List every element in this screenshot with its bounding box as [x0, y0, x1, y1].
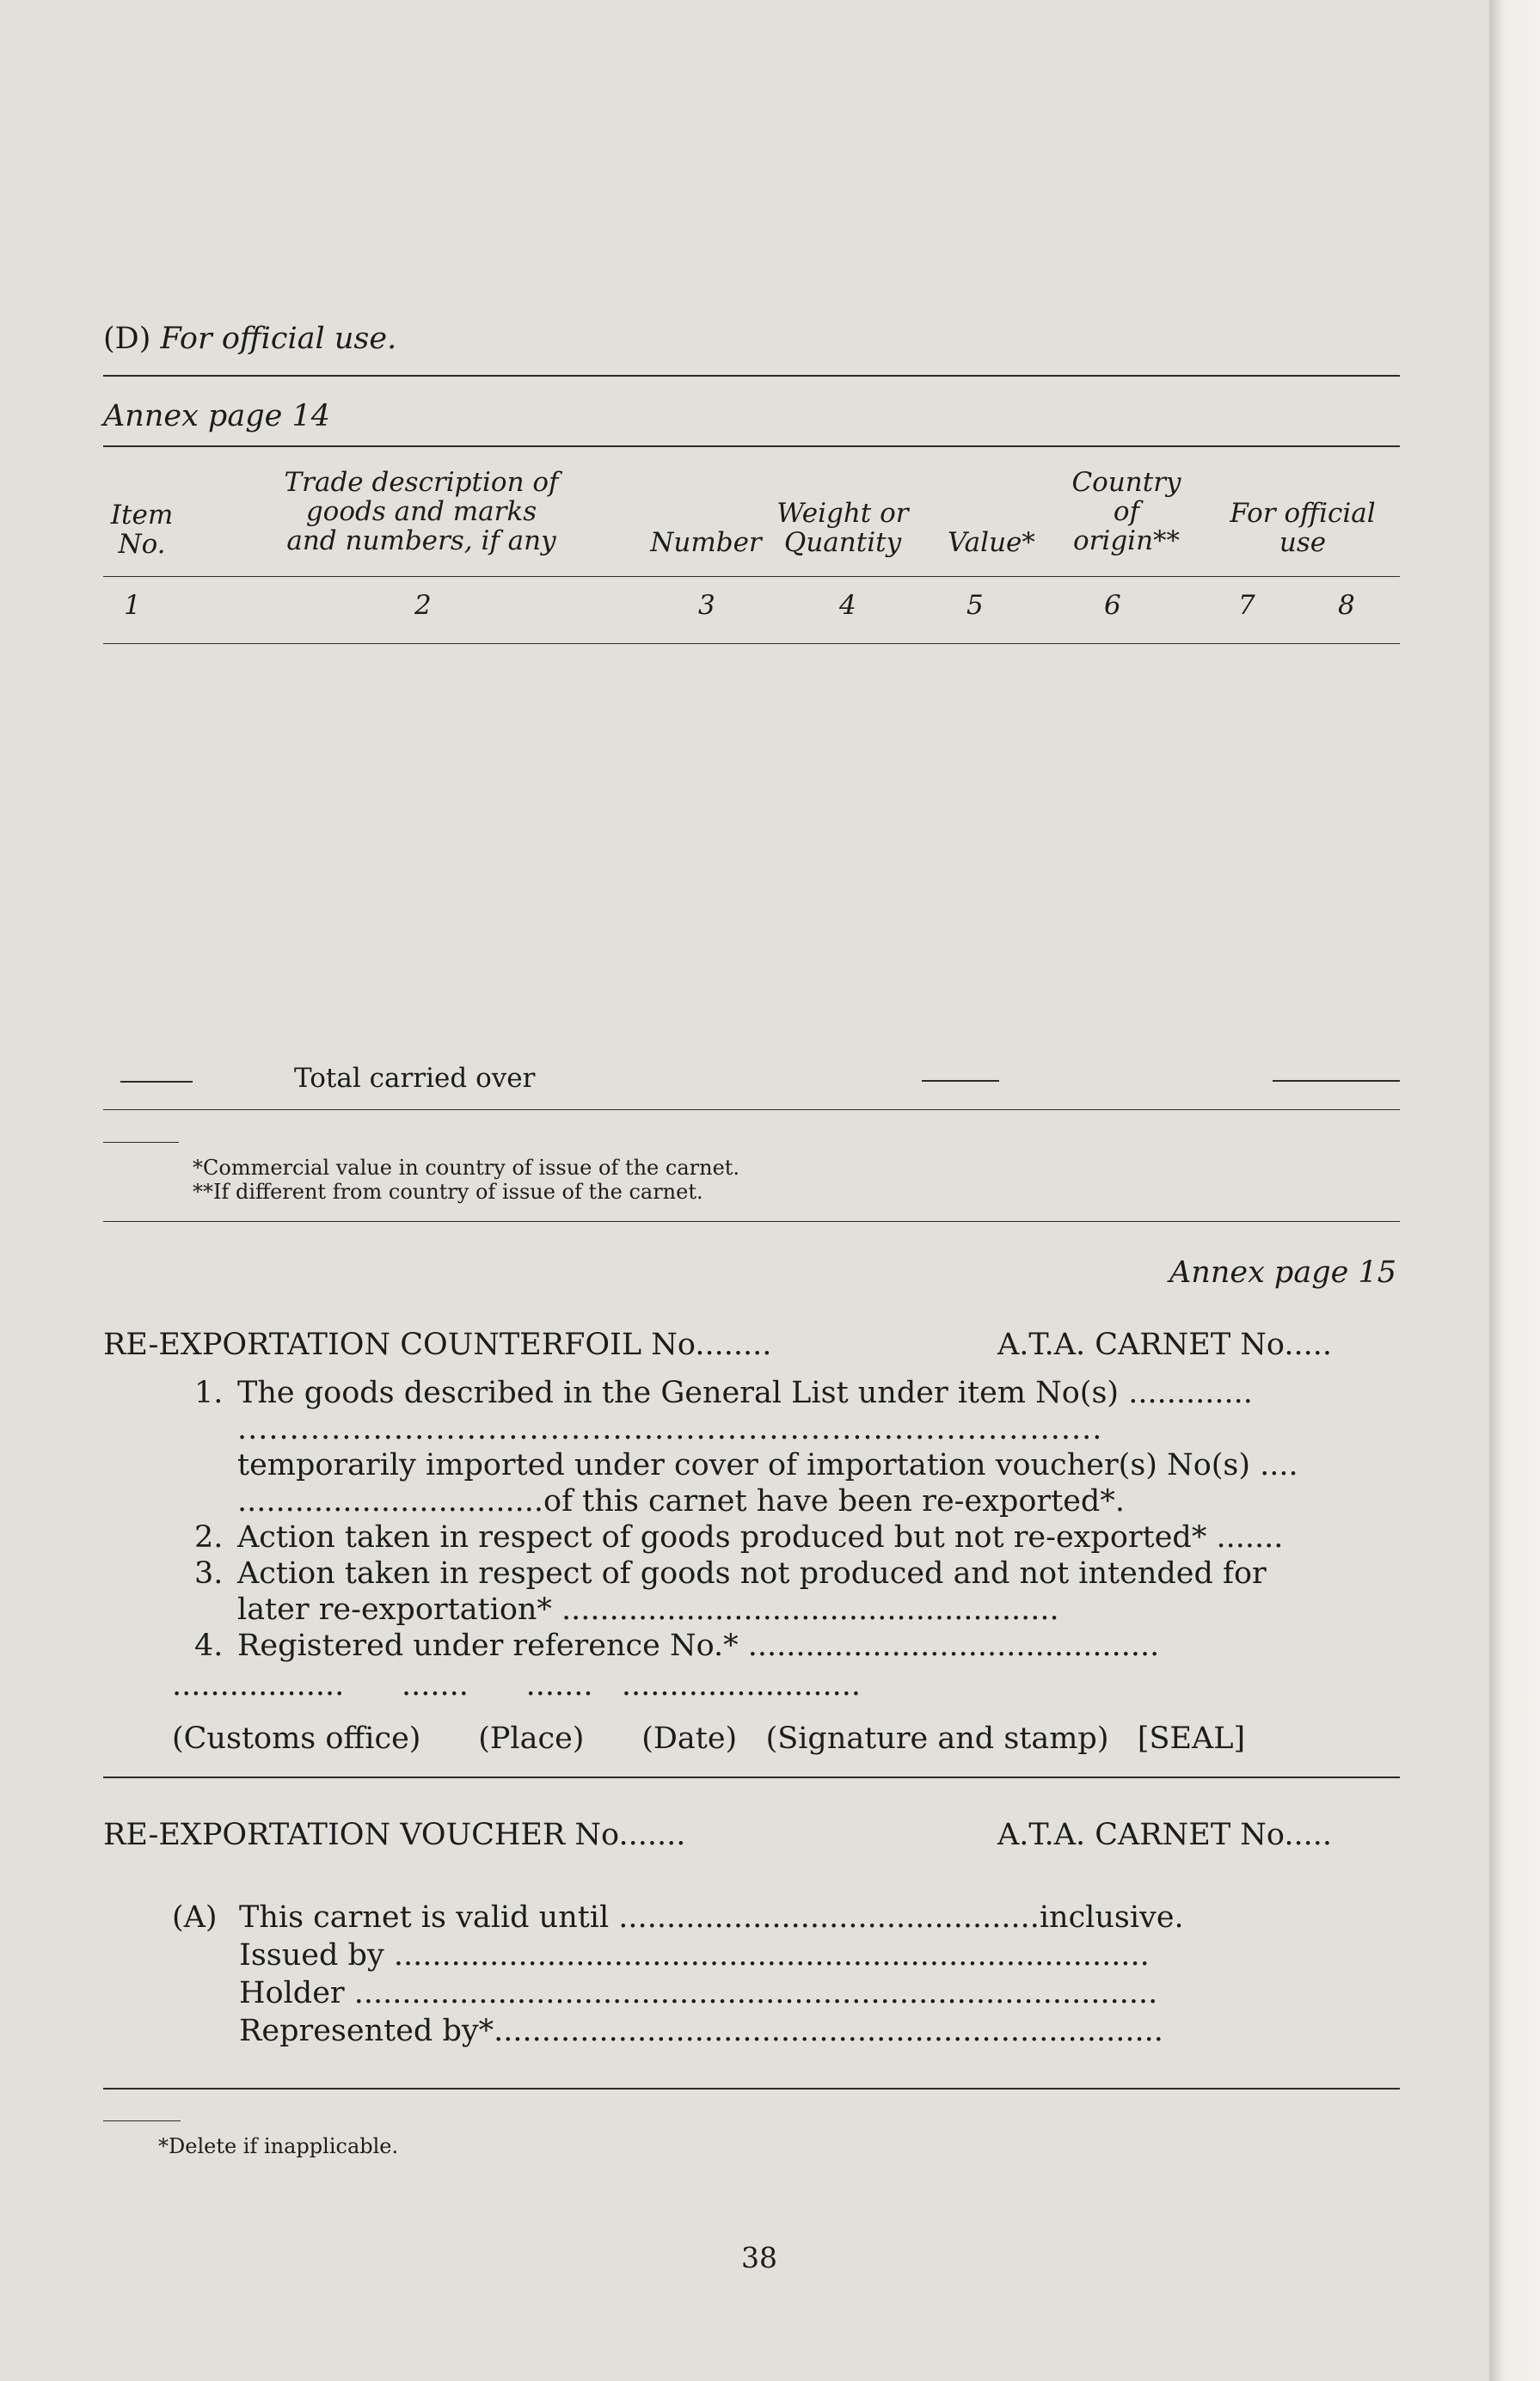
total-carried-over: Total carried over	[294, 1063, 536, 1094]
item4-text: Registered under reference No.* ...........................................	[237, 1629, 1160, 1663]
voucher-heading: RE-EXPORTATION VOUCHER No.......	[103, 1818, 686, 1852]
page-number: 38	[741, 2241, 777, 2274]
col-number-3: 3	[698, 590, 715, 621]
rule	[103, 576, 1400, 577]
header-number: Number	[650, 527, 762, 558]
footnote-origin: **If different from country of issue of the carnet.	[193, 1180, 703, 1204]
header-official: For official use	[1230, 498, 1376, 558]
item2-text: Action taken in respect of goods produced but not re-exported* .......	[237, 1520, 1284, 1555]
item3-line-b: later re-exportation* ....................................................	[237, 1592, 1059, 1627]
col-number-7: 7	[1238, 590, 1255, 621]
voucher-represented-by: Represented by*......................................................................	[239, 2014, 1163, 2048]
header-item: Item No.	[110, 500, 174, 560]
voucher-issued-by: Issued by ...............................................................................	[239, 1938, 1150, 1973]
rule	[103, 1109, 1400, 1110]
page-edge	[1489, 0, 1540, 2381]
item1-number: 1.	[194, 1376, 224, 1410]
item2-number: 2.	[194, 1520, 224, 1555]
item3-number: 3.	[194, 1556, 224, 1591]
item1-line-a: The goods described in the General List under item No(s) .............	[237, 1376, 1253, 1410]
rule	[103, 1221, 1400, 1222]
total-dash	[922, 1080, 999, 1082]
header-weight: Weight or Quantity	[776, 498, 909, 558]
col-number-6: 6	[1104, 590, 1121, 621]
rule	[103, 1777, 1400, 1778]
item4-number: 4.	[194, 1629, 224, 1663]
rule	[103, 2088, 1400, 2090]
footnote-value: *Commercial value in country of issue of the carnet.	[193, 1156, 740, 1180]
annex15-title: Annex page 15	[1169, 1255, 1396, 1290]
total-dash	[1273, 1080, 1400, 1082]
header-trade: Trade description of goods and marks and numbers, if any	[284, 467, 559, 556]
header-country: Country of origin**	[1071, 467, 1181, 556]
rule	[103, 445, 1400, 447]
voucher-holder: Holder ....................................................................................	[239, 1976, 1158, 2010]
voucher-carnet: A.T.A. CARNET No.....	[997, 1818, 1333, 1852]
counterfoil-carnet: A.T.A. CARNET No.....	[997, 1328, 1333, 1362]
item3-line-a: Action taken in respect of goods not produced and not intended for	[237, 1556, 1267, 1591]
col-number-2: 2	[414, 590, 432, 621]
voucher-a-label: (A)	[172, 1900, 218, 1935]
signature-dots: .................. ....... ....... .........................	[172, 1668, 862, 1703]
counterfoil-heading: RE-EXPORTATION COUNTERFOIL No........	[103, 1328, 772, 1362]
rule	[103, 375, 1400, 377]
col-number-8: 8	[1338, 590, 1355, 621]
header-value: Value*	[948, 527, 1035, 558]
col-number-4: 4	[839, 590, 856, 621]
item1-line-b: ...................................................................................	[237, 1412, 1103, 1446]
annex14-title: Annex page 14	[103, 399, 330, 433]
signature-labels: (Customs office) (Place) (Date) (Signature and stamp) [SEAL]	[172, 1721, 1246, 1756]
footnote-rule	[103, 2120, 181, 2121]
section-d-label: (D) For official use.	[103, 322, 397, 356]
footnote-rule	[103, 1142, 179, 1143]
footnote-delete: *Delete if inapplicable.	[158, 2134, 399, 2158]
col-number-1: 1	[124, 590, 141, 621]
col-number-5: 5	[966, 590, 984, 621]
total-dash	[120, 1081, 193, 1083]
voucher-valid-until: This carnet is valid until ............................................inclusive.	[239, 1900, 1184, 1935]
section-d-text: For official use.	[160, 322, 397, 356]
rule	[103, 643, 1400, 644]
item1-line-c: temporarily imported under cover of importation voucher(s) No(s) ....	[237, 1448, 1298, 1482]
item1-line-d: ................................of this carnet have been re-exported*.	[237, 1484, 1125, 1519]
